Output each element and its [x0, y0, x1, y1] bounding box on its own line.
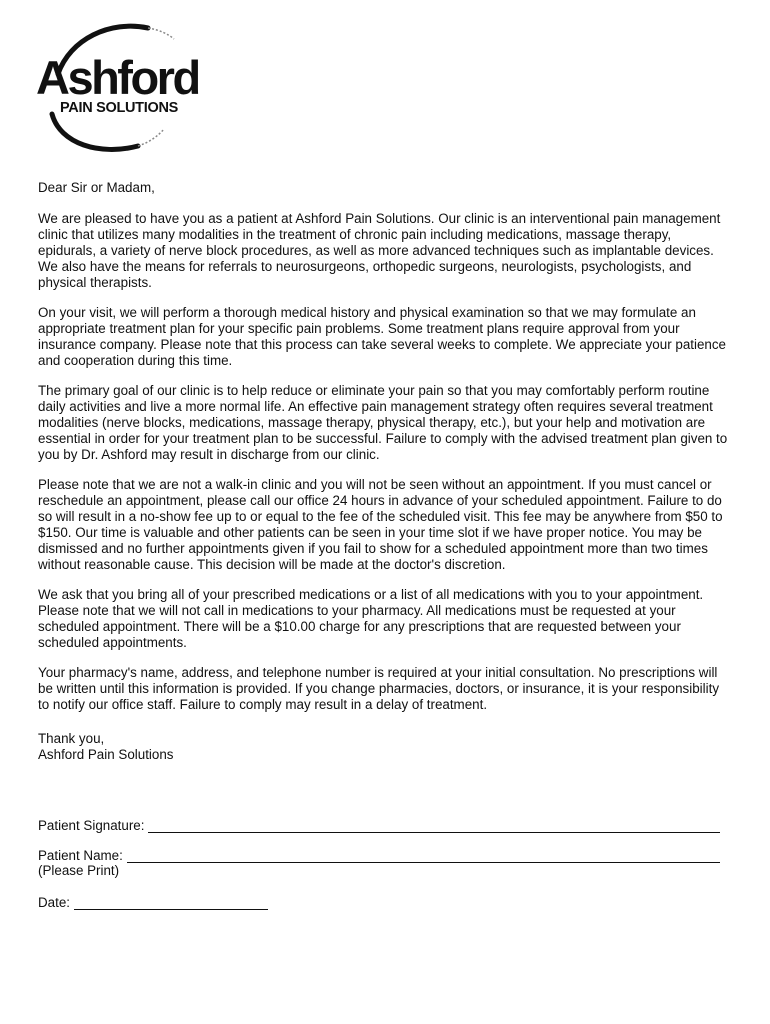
patient-signature-label: Patient Signature: [38, 818, 145, 833]
signoff: Ashford Pain Solutions [38, 747, 174, 762]
paragraph-visit: On your visit, we will perform a thorough medical history and physical examination so that we may formulate an appropriate treatment plan for your specific pain problems. Some treatment plans require approval from your insurance company. Please note that this process can take several weeks to complete. We appreciate your patience and cooperation during this time. [38, 305, 727, 368]
signature-form [38, 818, 728, 910]
patient-name-field [38, 848, 720, 863]
paragraph-pharmacy: Your pharmacy's name, address, and telephone number is required at your initial consultation. No prescriptions will be written until this information is provided. If you change pharmacies, doctors, or insurance, it is your responsibility to notify our office staff. Failure to comply may result in a delay of treatment. [38, 665, 720, 712]
date-label: Date: [38, 895, 71, 910]
ashford-logo [30, 14, 220, 154]
patient-name-note: (Please Print) [38, 863, 120, 878]
paragraph-goal: The primary goal of our clinic is to help reduce or eliminate your pain so that you may comfortably perform routine daily activities and live a more normal life. An effective pain management strategy often requires several treatment modalities (nerve blocks, medications, massage therapy, physical therapy, etc.), but your help and motivation are essential in order for your treatment plan to be successful. Failure to comply with the advised treatment plan given to you by Dr. Ashford may result in discharge from our clinic. [38, 383, 728, 462]
patient-signature-line[interactable] [148, 818, 720, 833]
patient-name-label: Patient Name: [38, 848, 123, 863]
closing-block [38, 731, 730, 763]
paragraph-intro: We are pleased to have you as a patient at Ashford Pain Solutions. Our clinic is an interventional pain management clinic that utilizes many modalities in the treatment of chronic pain including medications, massage therapy, epidurals, a variety of nerve block procedures, as well as more advanced techniques such as implantable devices. We also have the means for referrals to neurosurgeons, orthopedic surgeons, neurologists, psychologists, and physical therapists. [38, 211, 721, 290]
letter-body [38, 180, 730, 763]
closing: Thank you, [38, 731, 105, 746]
salutation: Dear Sir or Madam, [38, 180, 155, 195]
logo-tagline: PAIN SOLUTIONS [60, 100, 178, 116]
logo-wordmark: Ashford [36, 51, 199, 104]
date-line[interactable] [74, 895, 268, 910]
patient-signature-field [38, 818, 720, 833]
date-field [38, 895, 268, 910]
paragraph-appointments: Please note that we are not a walk-in clinic and you will not be seen without an appointment. If you must cancel or reschedule an appointment, please call our office 24 hours in advance of your scheduled appointment. Failure to do so will result in a no-show fee up to or equal to the fee of the scheduled visit. This fee may be anywhere from $50 to $150. Our time is valuable and other patients can be seen in your time slot if we have proper notice. You may be dismissed and no further appointments given if you fail to show for a scheduled appointment more than two times without reasonable cause. This decision will be made at the doctor's discretion. [38, 477, 723, 572]
paragraph-medications: We ask that you bring all of your prescribed medications or a list of all medications with you to your appointment. Please note that we will not call in medications to your pharmacy. All medications must be requested at your scheduled appointment. There will be a $10.00 charge for any prescriptions that are requested between your scheduled appointments. [38, 587, 704, 650]
patient-name-line[interactable] [127, 848, 720, 863]
